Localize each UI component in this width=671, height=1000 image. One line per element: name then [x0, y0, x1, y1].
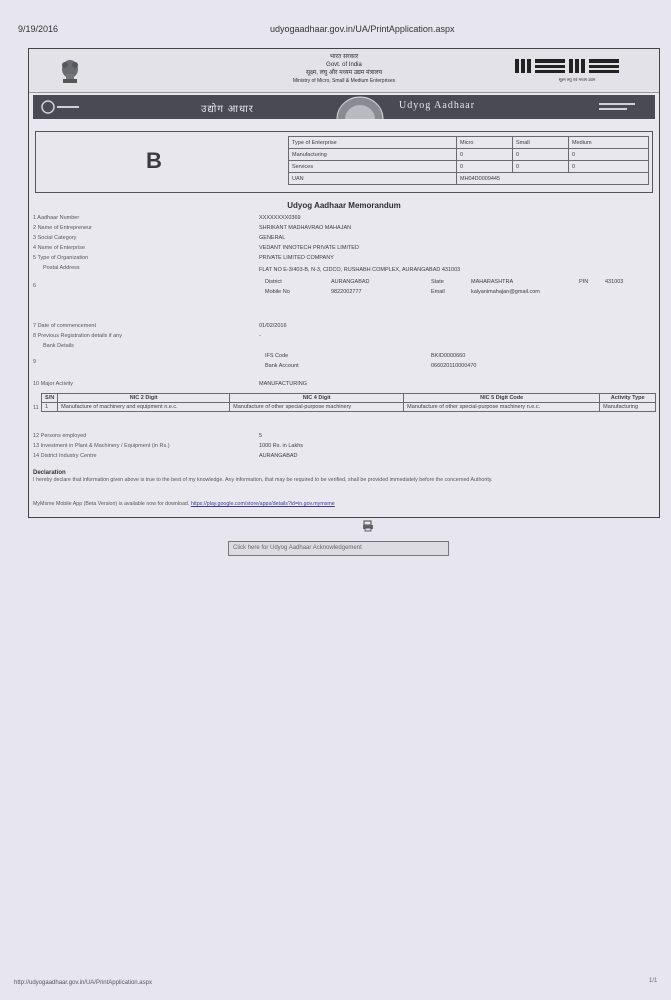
postal-address-label: Postal Address [43, 265, 80, 271]
table-cell: Services [289, 161, 457, 173]
gov-header [29, 49, 659, 93]
bank-account-value: 066020110000470 [431, 363, 477, 369]
previous-registration-label: 8 Previous Registration details if any [33, 333, 122, 339]
english-banner-title: Udyog Aadhaar [399, 100, 476, 111]
aadhaar-number-label: 1 Aadhaar Number [33, 215, 80, 221]
organization-type-value: PRIVATE LIMITED COMPANY [259, 255, 334, 261]
memorandum-sheet [28, 48, 660, 518]
memorandum-title: Udyog Aadhaar Memorandum [287, 201, 401, 210]
msme-subtitle: सूक्ष्म लघु एवं मध्यम उद्यम [558, 77, 596, 82]
entrepreneur-name-value: SHRIKANT MADHAVRAO MAHAJAN [259, 225, 352, 231]
organization-type-label: 5 Type of Organization [33, 255, 89, 261]
ministry-text: Ministry of Micro, Small & Medium Enterprises [292, 78, 396, 84]
commencement-label: 7 Date of commencement [33, 323, 96, 329]
social-category-label: 3 Social Category [33, 235, 77, 241]
row-nine-number: 9 [33, 359, 37, 365]
pin-value: 431003 [605, 279, 624, 285]
table-row [289, 161, 649, 173]
ifs-code-label: IFS Code [265, 353, 289, 359]
uan-label: UAN [289, 173, 457, 185]
print-date: 9/19/2016 [18, 24, 59, 34]
persons-employed-label: 12 Persons employed [33, 433, 87, 439]
hindi-ministry-text: सूक्ष्म, लघु और मध्यम उद्यम मंत्रालय [305, 70, 383, 76]
district-label: District [265, 279, 282, 285]
table-cell: Manufacture of other special-purpose machinery [230, 403, 404, 412]
udyog-aadhaar-banner [33, 95, 655, 119]
mobile-app-line [33, 501, 335, 507]
table-header-cell: Type of Enterprise [289, 137, 457, 149]
msme-banner-mark-icon [599, 101, 639, 113]
mobile-app-text: MyMsme Mobile App (Beta Version) is available now for download. [33, 501, 190, 507]
table-header-cell: Micro [457, 137, 513, 149]
entrepreneur-name-label: 2 Name of Entrepreneur [33, 225, 93, 231]
print-icon[interactable] [362, 520, 374, 532]
hindi-banner-title: उद्योग आधार [201, 104, 254, 115]
email-value: kalyanimahajan@gmail.com [471, 289, 540, 295]
declaration-heading: Declaration [33, 470, 66, 476]
table-header-cell: Small [513, 137, 569, 149]
table-header-cell: NIC 2 Digit [58, 394, 230, 403]
row-six-number: 6 [33, 283, 37, 289]
acknowledgement-button[interactable]: Click here for Udyog Aadhaar Acknowledgement [228, 541, 449, 556]
table-header-cell: Activity Type [600, 394, 656, 403]
table-cell: 0 [569, 149, 649, 161]
previous-registration-value: - [259, 333, 261, 339]
print-footer-url: http://udyogaadhaar.gov.in/UA/PrintApplication.aspx [14, 980, 152, 986]
district-value: AURANGABAD [331, 279, 370, 285]
uan-value: MH04D0009445 [457, 173, 649, 185]
major-activity-label: 10 Major Activity [33, 381, 74, 387]
table-row [42, 394, 656, 403]
national-emblem-icon [57, 55, 83, 87]
table-cell: Manufacture of machinery and equipment n.e.c. [58, 403, 230, 412]
table-cell: Manufacturing [289, 149, 457, 161]
category-box [35, 131, 653, 193]
bank-details-label: Bank Details [43, 343, 74, 349]
table-cell: 1 [42, 403, 58, 412]
table-header-cell: NIC 4 Digit [230, 394, 404, 403]
table-cell: 0 [513, 161, 569, 173]
table-row [42, 403, 656, 412]
table-header-cell: NIC 5 Digit Code [404, 394, 600, 403]
investment-label: 13 Investment in Plant & Machinery / Equipment (in Rs.) [33, 443, 170, 449]
table-cell: 0 [457, 161, 513, 173]
play-store-link[interactable]: https://play.google.com/store/apps/details?id=in.gov.mymsme [190, 501, 335, 507]
msme-logo-icon [515, 57, 635, 87]
declaration-text: I hereby declare that information given above is true to the best of my knowledge. Any information, that may be required to be verified, shall be provided immediately before the concerned Authority. [33, 477, 493, 483]
print-url: udyogaadhaar.gov.in/UA/PrintApplication.aspx [270, 24, 455, 34]
category-letter: B [146, 148, 162, 173]
row-eleven-number: 11 [33, 405, 39, 411]
enterprise-type-table [288, 136, 649, 185]
table-row [289, 137, 649, 149]
enterprise-name-value: VEDANT INNOTECH PRIVATE LIMITED [259, 245, 359, 251]
district-industry-centre-value: AURANGABAD [259, 453, 298, 459]
bank-account-label: Bank Account [265, 363, 299, 369]
seal-icon [333, 95, 387, 119]
aadhaar-number-value: XXXXXXXX0369 [259, 215, 301, 221]
gov-india-text: Govt. of India [326, 62, 362, 68]
table-cell: Manufacturing [600, 403, 656, 412]
email-label: Email [431, 289, 445, 295]
table-cell: Manufacture of other special-purpose machinery n.e.c. [404, 403, 600, 412]
postal-address-value: FLAT NO E-3/403-B, N-3, CIDCO, RUSHABH COMPLEX, AURANGABAD 431003 [259, 267, 461, 273]
table-cell: 0 [569, 161, 649, 173]
social-category-value: GENERAL [259, 235, 286, 241]
hindi-gov-text: भारत सरकार [329, 54, 359, 60]
pin-label: PIN [579, 279, 589, 285]
nic-activity-table [41, 393, 656, 412]
aadhaar-logo-icon [41, 100, 81, 114]
district-industry-centre-label: 14 District Industry Centre [33, 453, 97, 459]
page-number: 1/1 [649, 978, 658, 984]
table-cell: 0 [457, 149, 513, 161]
mobile-label: Mobile No [265, 289, 290, 295]
investment-value: 1000 Rs. in Lakhs [259, 443, 304, 449]
commencement-value: 01/02/2016 [259, 323, 287, 329]
table-cell: 0 [513, 149, 569, 161]
table-row [289, 149, 649, 161]
state-label: State [431, 279, 444, 285]
major-activity-value: MANUFACTURING [259, 381, 307, 387]
state-value: MAHARASHTRA [471, 279, 514, 285]
table-row [289, 173, 649, 185]
table-header-cell: S/N [42, 394, 58, 403]
enterprise-name-label: 4 Name of Enterprise [33, 245, 85, 251]
mobile-value: 9822002777 [331, 289, 362, 295]
persons-employed-value: 5 [259, 433, 263, 439]
ifs-code-value: BKID0000660 [431, 353, 466, 359]
table-header-cell: Medium [569, 137, 649, 149]
